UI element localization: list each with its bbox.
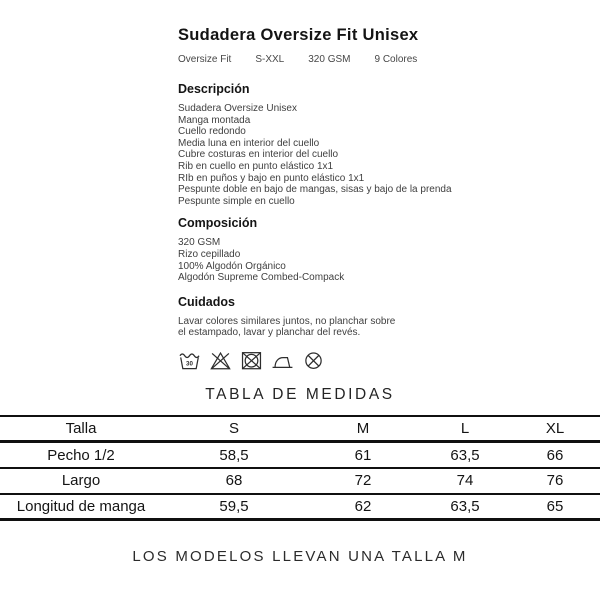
product-title: Sudadera Oversize Fit Unisex xyxy=(178,26,419,44)
iron-icon xyxy=(271,350,294,371)
wash-30-icon xyxy=(178,350,201,371)
do-not-tumble-dry-icon xyxy=(240,350,263,371)
section-heading-cuidados: Cuidados xyxy=(178,294,235,309)
size-value-cell: 76 xyxy=(510,468,600,494)
care-text-line: Lavar colores similares juntos, no planchar sobre xyxy=(178,315,396,327)
care-lines xyxy=(178,316,470,339)
size-table-title: TABLA DE MEDIDAS xyxy=(205,385,395,403)
size-column-header: S xyxy=(162,416,306,442)
description-line: Manga montada xyxy=(178,114,251,126)
composition-lines xyxy=(178,237,470,283)
size-value-cell: 66 xyxy=(510,442,600,468)
description-line: Sudadera Oversize Unisex xyxy=(178,103,297,114)
description-line: Cubre costuras en interior del cuello xyxy=(178,149,339,161)
size-row-label: Largo xyxy=(0,468,162,494)
size-value-cell: 62 xyxy=(306,494,420,520)
size-value-cell: 72 xyxy=(306,468,420,494)
do-not-dry-clean-icon xyxy=(302,350,325,371)
size-value-cell: 61 xyxy=(306,442,420,468)
meta-item-gsm: 320 GSM xyxy=(308,54,351,65)
size-row-label: Pecho 1/2 xyxy=(0,442,162,468)
composition-line: 100% Algodón Orgánico xyxy=(178,260,286,272)
product-meta-row xyxy=(178,54,470,65)
size-table xyxy=(0,415,600,522)
size-column-header: M xyxy=(306,416,420,442)
description-line: Pespunte simple en cuello xyxy=(178,195,295,207)
care-text-line: el estampado, lavar y planchar del revés. xyxy=(178,327,361,339)
product-info xyxy=(0,0,470,371)
size-value-cell: 63,5 xyxy=(420,442,510,468)
size-column-header: XL xyxy=(510,416,600,442)
description-line: Pespunte doble en bajo de mangas, sisas y bajo de la prenda xyxy=(178,184,452,196)
size-value-cell: 74 xyxy=(420,468,510,494)
size-value-cell: 58,5 xyxy=(162,442,306,468)
composition-line: Rizo cepillado xyxy=(178,248,241,260)
description-line: Rib en cuello en punto elástico 1x1 xyxy=(178,160,334,172)
meta-item-fit: Oversize Fit xyxy=(178,54,232,65)
section-heading-descripcion: Descripción xyxy=(178,82,250,96)
table-row xyxy=(0,442,600,468)
care-icons-row xyxy=(178,350,470,371)
size-table-header-row xyxy=(0,416,600,442)
size-value-cell: 63,5 xyxy=(420,494,510,520)
size-value-cell: 65 xyxy=(510,494,600,520)
meta-item-colors: 9 Colores xyxy=(374,54,418,65)
table-row xyxy=(0,468,600,494)
description-line: Media luna en interior del cuello xyxy=(178,137,320,149)
section-heading-composicion: Composición xyxy=(178,216,258,231)
do-not-bleach-icon xyxy=(209,350,232,371)
meta-item-sizes: S-XXL xyxy=(255,54,285,65)
size-value-cell: 59,5 xyxy=(162,494,306,520)
table-row xyxy=(0,494,600,520)
size-column-header: L xyxy=(420,416,510,442)
size-value-cell: 68 xyxy=(162,468,306,494)
size-row-label: Longitud de manga xyxy=(0,494,162,520)
composition-line: 320 GSM xyxy=(178,237,221,249)
description-line: RIb en puños y bajo en punto elástico 1x1 xyxy=(178,172,365,184)
description-line: Cuello redondo xyxy=(178,126,246,138)
description-lines xyxy=(178,103,470,207)
composition-line: Algodón Supreme Combed-Compack xyxy=(178,272,345,284)
size-column-header: Talla xyxy=(0,416,162,442)
svg-text:30: 30 xyxy=(186,360,193,368)
models-size-note: LOS MODELOS LLEVAN UNA TALLA M xyxy=(132,548,468,566)
